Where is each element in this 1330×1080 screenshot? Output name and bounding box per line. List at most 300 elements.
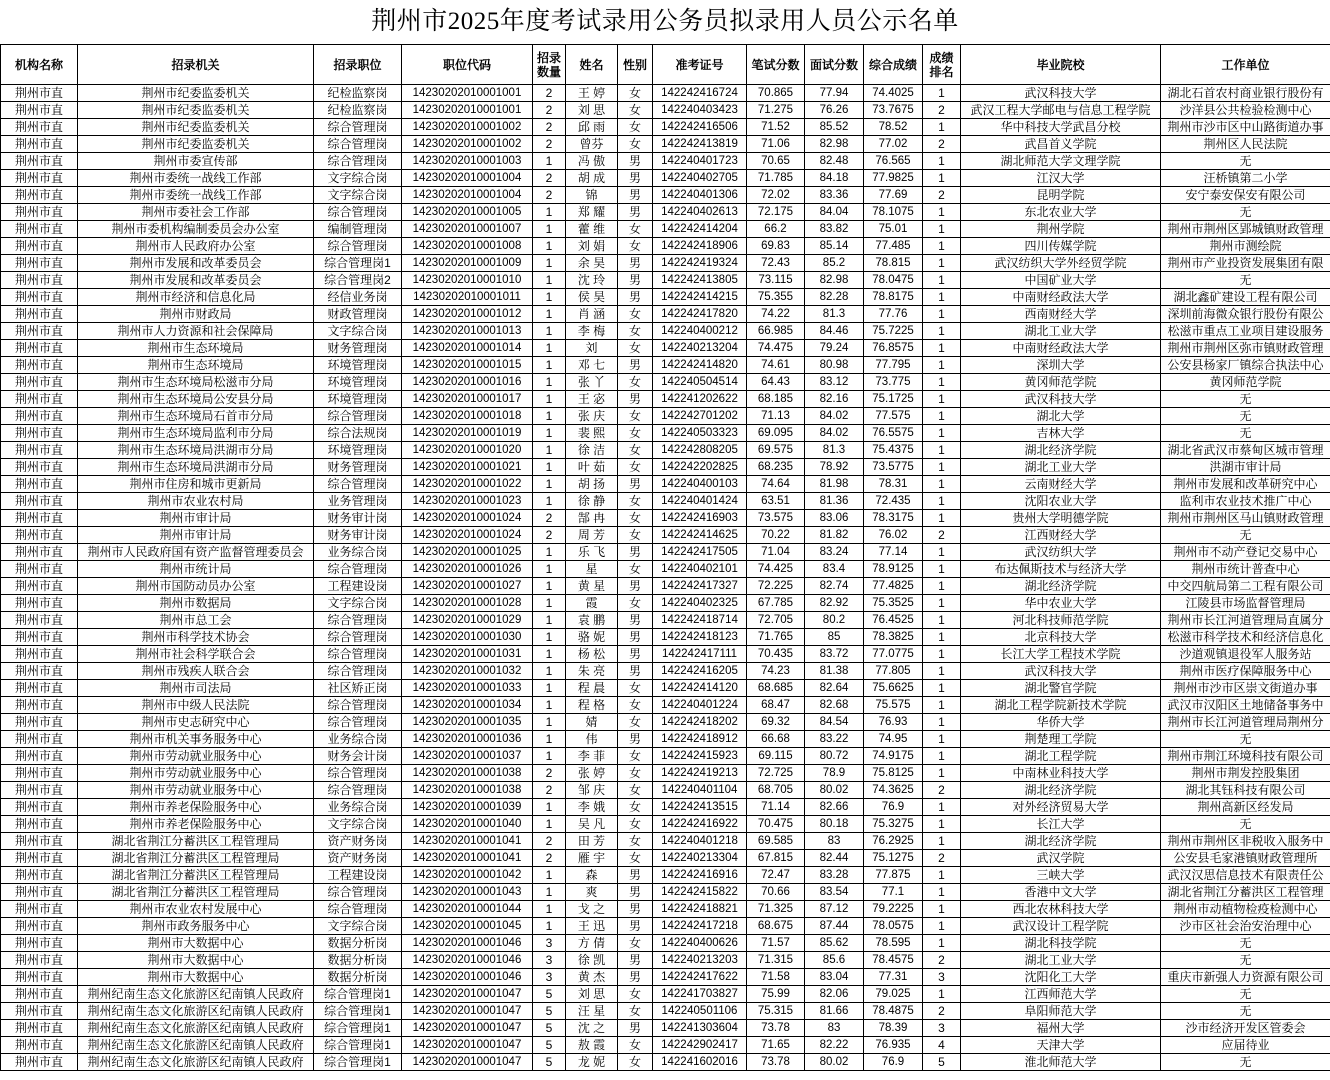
cell-work-unit: 荆州市荆江环境科技有限公司: [1161, 748, 1330, 765]
cell-rank: 2: [923, 850, 961, 867]
cell-gender: 男: [618, 612, 653, 629]
cell-interview-score: 82.74: [805, 578, 864, 595]
cell-exam-number: 142240401723: [653, 153, 747, 170]
cell-rank: 1: [923, 561, 961, 578]
cell-work-unit: 无: [1161, 408, 1330, 425]
cell-total-score: 75.3275: [864, 816, 923, 833]
cell-recruiting-org: 荆州市大数据中心: [78, 935, 314, 952]
cell-agency-type: 荆州市直: [1, 799, 78, 816]
cell-work-unit: 荆州市医疗保障服务中心: [1161, 663, 1330, 680]
cell-interview-score: 85.14: [805, 238, 864, 255]
cell-name: 郑 耀: [566, 204, 618, 221]
cell-position: 综合管理岗: [314, 119, 402, 136]
cell-quota: 1: [533, 612, 566, 629]
cell-gender: 女: [618, 323, 653, 340]
cell-exam-number: 142242419324: [653, 255, 747, 272]
cell-written-score: 70.65: [747, 153, 805, 170]
cell-graduate-school: 武昌首义学院: [961, 136, 1161, 153]
cell-total-score: 79.025: [864, 986, 923, 1003]
cell-name: 侯 昊: [566, 289, 618, 306]
cell-position-code: 14230202010001025: [402, 544, 533, 561]
cell-quota: 1: [533, 595, 566, 612]
cell-agency-type: 荆州市直: [1, 323, 78, 340]
cell-quota: 1: [533, 816, 566, 833]
cell-interview-score: 82.28: [805, 289, 864, 306]
cell-quota: 5: [533, 1003, 566, 1020]
cell-total-score: 78.4575: [864, 952, 923, 969]
cell-exam-number: 142242417622: [653, 969, 747, 986]
cell-quota: 1: [533, 306, 566, 323]
cell-recruiting-org: 荆州市生态环境局松滋市分局: [78, 374, 314, 391]
cell-position: 综合管理岗1: [314, 1020, 402, 1037]
cell-gender: 男: [618, 663, 653, 680]
header-work-unit: 工作单位: [1161, 45, 1330, 85]
cell-written-score: 68.235: [747, 459, 805, 476]
cell-written-score: 71.785: [747, 170, 805, 187]
cell-rank: 1: [923, 544, 961, 561]
cell-agency-type: 荆州市直: [1, 935, 78, 952]
cell-agency-type: 荆州市直: [1, 136, 78, 153]
cell-exam-number: 142242417111: [653, 646, 747, 663]
cell-work-unit: 无: [1161, 986, 1330, 1003]
cell-rank: 1: [923, 986, 961, 1003]
cell-quota: 5: [533, 986, 566, 1003]
cell-work-unit: 无: [1161, 204, 1330, 221]
cell-position-code: 14230202010001010: [402, 272, 533, 289]
cell-agency-type: 荆州市直: [1, 969, 78, 986]
cell-position-code: 14230202010001002: [402, 119, 533, 136]
cell-interview-score: 84.46: [805, 323, 864, 340]
cell-quota: 1: [533, 799, 566, 816]
cell-work-unit: 荆州市发展和改革研究中心: [1161, 476, 1330, 493]
cell-written-score: 71.58: [747, 969, 805, 986]
cell-exam-number: 142242416205: [653, 663, 747, 680]
cell-gender: 女: [618, 459, 653, 476]
cell-total-score: 78.1075: [864, 204, 923, 221]
cell-interview-score: 80.72: [805, 748, 864, 765]
cell-exam-number: 142241202622: [653, 391, 747, 408]
cell-agency-type: 荆州市直: [1, 170, 78, 187]
cell-graduate-school: 荆楚理工学院: [961, 731, 1161, 748]
cell-rank: 1: [923, 255, 961, 272]
cell-quota: 1: [533, 748, 566, 765]
cell-total-score: 76.935: [864, 1037, 923, 1054]
cell-exam-number: 142241703827: [653, 986, 747, 1003]
cell-recruiting-org: 荆州市国防动员办公室: [78, 578, 314, 595]
table-row: [1, 255, 1330, 272]
cell-written-score: 73.575: [747, 510, 805, 527]
cell-exam-number: 142242416903: [653, 510, 747, 527]
table-row: [1, 884, 1330, 901]
cell-recruiting-org: 荆州市数据局: [78, 595, 314, 612]
header-exam-number: 准考证号: [653, 45, 747, 85]
cell-graduate-school: 湖北工业大学: [961, 952, 1161, 969]
cell-position-code: 14230202010001038: [402, 782, 533, 799]
cell-agency-type: 荆州市直: [1, 918, 78, 935]
cell-written-score: 74.475: [747, 340, 805, 357]
cell-rank: 1: [923, 238, 961, 255]
cell-agency-type: 荆州市直: [1, 765, 78, 782]
cell-gender: 男: [618, 170, 653, 187]
cell-name: 王 婷: [566, 85, 618, 102]
cell-name: 李 梅: [566, 323, 618, 340]
cell-quota: 1: [533, 374, 566, 391]
cell-quota: 5: [533, 1037, 566, 1054]
cell-graduate-school: 湖北警官学院: [961, 680, 1161, 697]
cell-total-score: 75.6625: [864, 680, 923, 697]
cell-recruiting-org: 荆州市中级人民法院: [78, 697, 314, 714]
cell-recruiting-org: 荆州市纪委监委机关: [78, 136, 314, 153]
cell-position: 业务管理岗: [314, 493, 402, 510]
cell-exam-number: 142242808205: [653, 442, 747, 459]
cell-recruiting-org: 荆州纪南生态文化旅游区纪南镇人民政府: [78, 1020, 314, 1037]
cell-quota: 1: [533, 340, 566, 357]
cell-recruiting-org: 荆州市大数据中心: [78, 952, 314, 969]
cell-recruiting-org: 荆州市委统一战线工作部: [78, 187, 314, 204]
cell-position-code: 14230202010001015: [402, 357, 533, 374]
cell-position: 业务综合岗: [314, 731, 402, 748]
cell-recruiting-org: 荆州纪南生态文化旅游区纪南镇人民政府: [78, 986, 314, 1003]
cell-graduate-school: 昆明学院: [961, 187, 1161, 204]
cell-interview-score: 83.24: [805, 544, 864, 561]
cell-recruiting-org: 荆州市养老保险服务中心: [78, 799, 314, 816]
cell-agency-type: 荆州市直: [1, 952, 78, 969]
cell-quota: 3: [533, 952, 566, 969]
cell-position-code: 14230202010001011: [402, 289, 533, 306]
cell-interview-score: 80.18: [805, 816, 864, 833]
cell-graduate-school: 对外经济贸易大学: [961, 799, 1161, 816]
cell-exam-number: 142242417505: [653, 544, 747, 561]
cell-written-score: 69.575: [747, 442, 805, 459]
cell-name: 森: [566, 867, 618, 884]
cell-graduate-school: 中国矿业大学: [961, 272, 1161, 289]
cell-gender: 女: [618, 306, 653, 323]
cell-rank: 1: [923, 663, 961, 680]
cell-agency-type: 荆州市直: [1, 85, 78, 102]
cell-total-score: 74.3625: [864, 782, 923, 799]
cell-position: 工程建设岗: [314, 578, 402, 595]
cell-rank: 1: [923, 595, 961, 612]
cell-name: 龙 妮: [566, 1054, 618, 1071]
cell-written-score: 73.115: [747, 272, 805, 289]
cell-position: 综合法规岗: [314, 425, 402, 442]
cell-interview-score: 81.36: [805, 493, 864, 510]
cell-recruiting-org: 荆州市发展和改革委员会: [78, 272, 314, 289]
cell-exam-number: 142240402613: [653, 204, 747, 221]
cell-graduate-school: 武汉设计工程学院: [961, 918, 1161, 935]
cell-recruiting-org: 湖北省荆江分蓄洪区工程管理局: [78, 833, 314, 850]
cell-quota: 1: [533, 714, 566, 731]
cell-interview-score: 80.02: [805, 782, 864, 799]
cell-graduate-school: 江汉大学: [961, 170, 1161, 187]
cell-position-code: 14230202010001005: [402, 204, 533, 221]
cell-position-code: 14230202010001030: [402, 629, 533, 646]
cell-recruiting-org: 荆州纪南生态文化旅游区纪南镇人民政府: [78, 1054, 314, 1071]
cell-agency-type: 荆州市直: [1, 102, 78, 119]
cell-exam-number: 142240504514: [653, 374, 747, 391]
cell-gender: 女: [618, 493, 653, 510]
cell-work-unit: 沙道观镇退役军人服务站: [1161, 646, 1330, 663]
cell-rank: 1: [923, 119, 961, 136]
cell-gender: 男: [618, 204, 653, 221]
cell-exam-number: 142242418202: [653, 714, 747, 731]
cell-name: 周 芳: [566, 527, 618, 544]
cell-name: 乐 飞: [566, 544, 618, 561]
cell-graduate-school: 武汉科技大学: [961, 85, 1161, 102]
table-row: [1, 731, 1330, 748]
header-recruiting-org: 招录机关: [78, 45, 314, 85]
cell-written-score: 68.47: [747, 697, 805, 714]
cell-work-unit: 汪桥镇第二小学: [1161, 170, 1330, 187]
cell-agency-type: 荆州市直: [1, 255, 78, 272]
table-row: [1, 527, 1330, 544]
cell-position-code: 14230202010001043: [402, 884, 533, 901]
cell-graduate-school: 北京科技大学: [961, 629, 1161, 646]
table-row: [1, 663, 1330, 680]
cell-gender: 女: [618, 561, 653, 578]
cell-exam-number: 142240400212: [653, 323, 747, 340]
cell-name: 余 昊: [566, 255, 618, 272]
cell-exam-number: 142242414215: [653, 289, 747, 306]
cell-total-score: 76.02: [864, 527, 923, 544]
cell-recruiting-org: 荆州市劳动就业服务中心: [78, 765, 314, 782]
cell-quota: 1: [533, 272, 566, 289]
cell-graduate-school: 湖北师范大学文理学院: [961, 153, 1161, 170]
cell-name: 胡 扬: [566, 476, 618, 493]
cell-exam-number: 142240213203: [653, 952, 747, 969]
cell-quota: 1: [533, 663, 566, 680]
cell-position: 综合管理岗: [314, 765, 402, 782]
table-row: [1, 425, 1330, 442]
cell-quota: 1: [533, 561, 566, 578]
cell-gender: 女: [618, 595, 653, 612]
table-row: [1, 765, 1330, 782]
cell-name: 沈 玲: [566, 272, 618, 289]
cell-gender: 女: [618, 986, 653, 1003]
cell-position: 综合管理岗1: [314, 986, 402, 1003]
cell-quota: 5: [533, 1054, 566, 1071]
cell-position-code: 14230202010001046: [402, 969, 533, 986]
cell-exam-number: 142242413805: [653, 272, 747, 289]
cell-position-code: 14230202010001047: [402, 1037, 533, 1054]
cell-total-score: 77.795: [864, 357, 923, 374]
table-row: [1, 119, 1330, 136]
cell-position-code: 14230202010001004: [402, 187, 533, 204]
cell-name: 张 丫: [566, 374, 618, 391]
table-row: [1, 323, 1330, 340]
cell-graduate-school: 湖北工程学院: [961, 748, 1161, 765]
cell-exam-number: 142242413515: [653, 799, 747, 816]
cell-position: 综合管理岗: [314, 408, 402, 425]
cell-interview-score: 87.12: [805, 901, 864, 918]
cell-recruiting-org: 湖北省荆江分蓄洪区工程管理局: [78, 884, 314, 901]
cell-position-code: 14230202010001033: [402, 680, 533, 697]
cell-total-score: 76.565: [864, 153, 923, 170]
cell-position: 文字综合岗: [314, 595, 402, 612]
cell-name: 刘 思: [566, 986, 618, 1003]
cell-exam-number: 142242414120: [653, 680, 747, 697]
cell-written-score: 68.675: [747, 918, 805, 935]
cell-quota: 2: [533, 527, 566, 544]
cell-recruiting-org: 荆州市纪委监委机关: [78, 119, 314, 136]
cell-graduate-school: 中南财经政法大学: [961, 289, 1161, 306]
cell-position: 环境管理岗: [314, 442, 402, 459]
cell-interview-score: 82.98: [805, 272, 864, 289]
cell-quota: 2: [533, 119, 566, 136]
cell-gender: 女: [618, 527, 653, 544]
cell-gender: 男: [618, 901, 653, 918]
cell-position: 业务综合岗: [314, 544, 402, 561]
cell-written-score: 66.68: [747, 731, 805, 748]
cell-gender: 男: [618, 629, 653, 646]
cell-gender: 女: [618, 833, 653, 850]
cell-recruiting-org: 荆州市生态环境局洪湖市分局: [78, 459, 314, 476]
cell-graduate-school: 荆州学院: [961, 221, 1161, 238]
cell-graduate-school: 华中农业大学: [961, 595, 1161, 612]
cell-name: 邹 庆: [566, 782, 618, 799]
cell-name: 王 宓: [566, 391, 618, 408]
cell-graduate-school: 武汉科技大学: [961, 391, 1161, 408]
cell-agency-type: 荆州市直: [1, 901, 78, 918]
cell-position-code: 14230202010001013: [402, 323, 533, 340]
cell-position: 纪检监察岗: [314, 85, 402, 102]
cell-rank: 1: [923, 884, 961, 901]
table-row: [1, 969, 1330, 986]
cell-written-score: 75.355: [747, 289, 805, 306]
cell-written-score: 70.22: [747, 527, 805, 544]
cell-quota: 5: [533, 1020, 566, 1037]
cell-position: 财务审计岗: [314, 527, 402, 544]
cell-name: 伟: [566, 731, 618, 748]
cell-position: 综合管理岗1: [314, 1054, 402, 1071]
cell-gender: 女: [618, 748, 653, 765]
cell-position-code: 14230202010001036: [402, 731, 533, 748]
cell-position: 工程建设岗: [314, 867, 402, 884]
cell-exam-number: 142241602016: [653, 1054, 747, 1071]
cell-name: 王 迅: [566, 918, 618, 935]
cell-work-unit: 沙市经济开发区管委会: [1161, 1020, 1330, 1037]
cell-work-unit: 荆州市荆州区弥市镇财政管理: [1161, 340, 1330, 357]
cell-gender: 女: [618, 425, 653, 442]
cell-graduate-school: 福州大学: [961, 1020, 1161, 1037]
cell-recruiting-org: 荆州市纪委监委机关: [78, 102, 314, 119]
cell-position: 综合管理岗: [314, 153, 402, 170]
cell-position-code: 14230202010001039: [402, 799, 533, 816]
cell-quota: 2: [533, 510, 566, 527]
cell-graduate-school: 云南财经大学: [961, 476, 1161, 493]
cell-work-unit: 荆州市沙市区崇文街道办事: [1161, 680, 1330, 697]
cell-name: 胡 成: [566, 170, 618, 187]
cell-exam-number: 142240401224: [653, 697, 747, 714]
table-row: [1, 935, 1330, 952]
cell-exam-number: 142240213304: [653, 850, 747, 867]
cell-position: 综合管理岗: [314, 238, 402, 255]
cell-gender: 女: [618, 238, 653, 255]
cell-recruiting-org: 荆州市生态环境局: [78, 357, 314, 374]
cell-gender: 女: [618, 765, 653, 782]
table-header: [1, 45, 1330, 85]
cell-work-unit: 无: [1161, 952, 1330, 969]
header-graduate-school: 毕业院校: [961, 45, 1161, 85]
cell-recruiting-org: 荆州市财政局: [78, 306, 314, 323]
cell-total-score: 72.435: [864, 493, 923, 510]
cell-exam-number: 142242418912: [653, 731, 747, 748]
cell-rank: 1: [923, 272, 961, 289]
cell-total-score: 78.815: [864, 255, 923, 272]
cell-name: 锦: [566, 187, 618, 204]
cell-rank: 5: [923, 1054, 961, 1071]
cell-gender: 女: [618, 102, 653, 119]
cell-total-score: 73.775: [864, 374, 923, 391]
cell-written-score: 72.725: [747, 765, 805, 782]
cell-agency-type: 荆州市直: [1, 833, 78, 850]
cell-position: 综合管理岗1: [314, 1003, 402, 1020]
table-body: [1, 85, 1330, 1071]
cell-graduate-school: 湖北科技学院: [961, 935, 1161, 952]
table-row: [1, 85, 1330, 102]
cell-name: 邱 雨: [566, 119, 618, 136]
cell-written-score: 69.32: [747, 714, 805, 731]
cell-work-unit: 无: [1161, 425, 1330, 442]
cell-position: 财务管理岗: [314, 459, 402, 476]
cell-gender: 男: [618, 357, 653, 374]
cell-work-unit: 无: [1161, 731, 1330, 748]
cell-work-unit: 荆州市长江河道管理局直属分: [1161, 612, 1330, 629]
cell-name: 杨 松: [566, 646, 618, 663]
cell-rank: 1: [923, 901, 961, 918]
cell-total-score: 76.8575: [864, 340, 923, 357]
cell-written-score: 64.43: [747, 374, 805, 391]
cell-interview-score: 82.22: [805, 1037, 864, 1054]
cell-work-unit: 重庆市新强人力资源有限公司: [1161, 969, 1330, 986]
cell-gender: 男: [618, 646, 653, 663]
cell-exam-number: 142240400103: [653, 476, 747, 493]
cell-exam-number: 142242414204: [653, 221, 747, 238]
table-row: [1, 612, 1330, 629]
cell-position: 综合管理岗: [314, 561, 402, 578]
cell-total-score: 77.575: [864, 408, 923, 425]
cell-interview-score: 81.66: [805, 1003, 864, 1020]
cell-total-score: 79.2225: [864, 901, 923, 918]
cell-gender: 女: [618, 850, 653, 867]
cell-quota: 1: [533, 408, 566, 425]
cell-agency-type: 荆州市直: [1, 527, 78, 544]
cell-exam-number: 142242701202: [653, 408, 747, 425]
cell-recruiting-org: 荆州市机关事务服务中心: [78, 731, 314, 748]
header-gender: 性别: [618, 45, 653, 85]
cell-recruiting-org: 荆州市人民政府办公室: [78, 238, 314, 255]
cell-position: 综合管理岗: [314, 646, 402, 663]
cell-rank: 1: [923, 748, 961, 765]
cell-interview-score: 85.6: [805, 952, 864, 969]
cell-rank: 1: [923, 153, 961, 170]
cell-agency-type: 荆州市直: [1, 357, 78, 374]
cell-written-score: 71.13: [747, 408, 805, 425]
cell-name: 肖 涵: [566, 306, 618, 323]
cell-rank: 1: [923, 425, 961, 442]
cell-graduate-school: 长江大学: [961, 816, 1161, 833]
cell-exam-number: 142242414625: [653, 527, 747, 544]
cell-name: 刘 思: [566, 102, 618, 119]
cell-position-code: 14230202010001046: [402, 952, 533, 969]
cell-rank: 1: [923, 442, 961, 459]
cell-rank: 1: [923, 408, 961, 425]
cell-position: 财政管理岗: [314, 306, 402, 323]
cell-rank: 1: [923, 697, 961, 714]
cell-gender: 男: [618, 918, 653, 935]
cell-position-code: 14230202010001003: [402, 153, 533, 170]
cell-recruiting-org: 荆州市委宣传部: [78, 153, 314, 170]
